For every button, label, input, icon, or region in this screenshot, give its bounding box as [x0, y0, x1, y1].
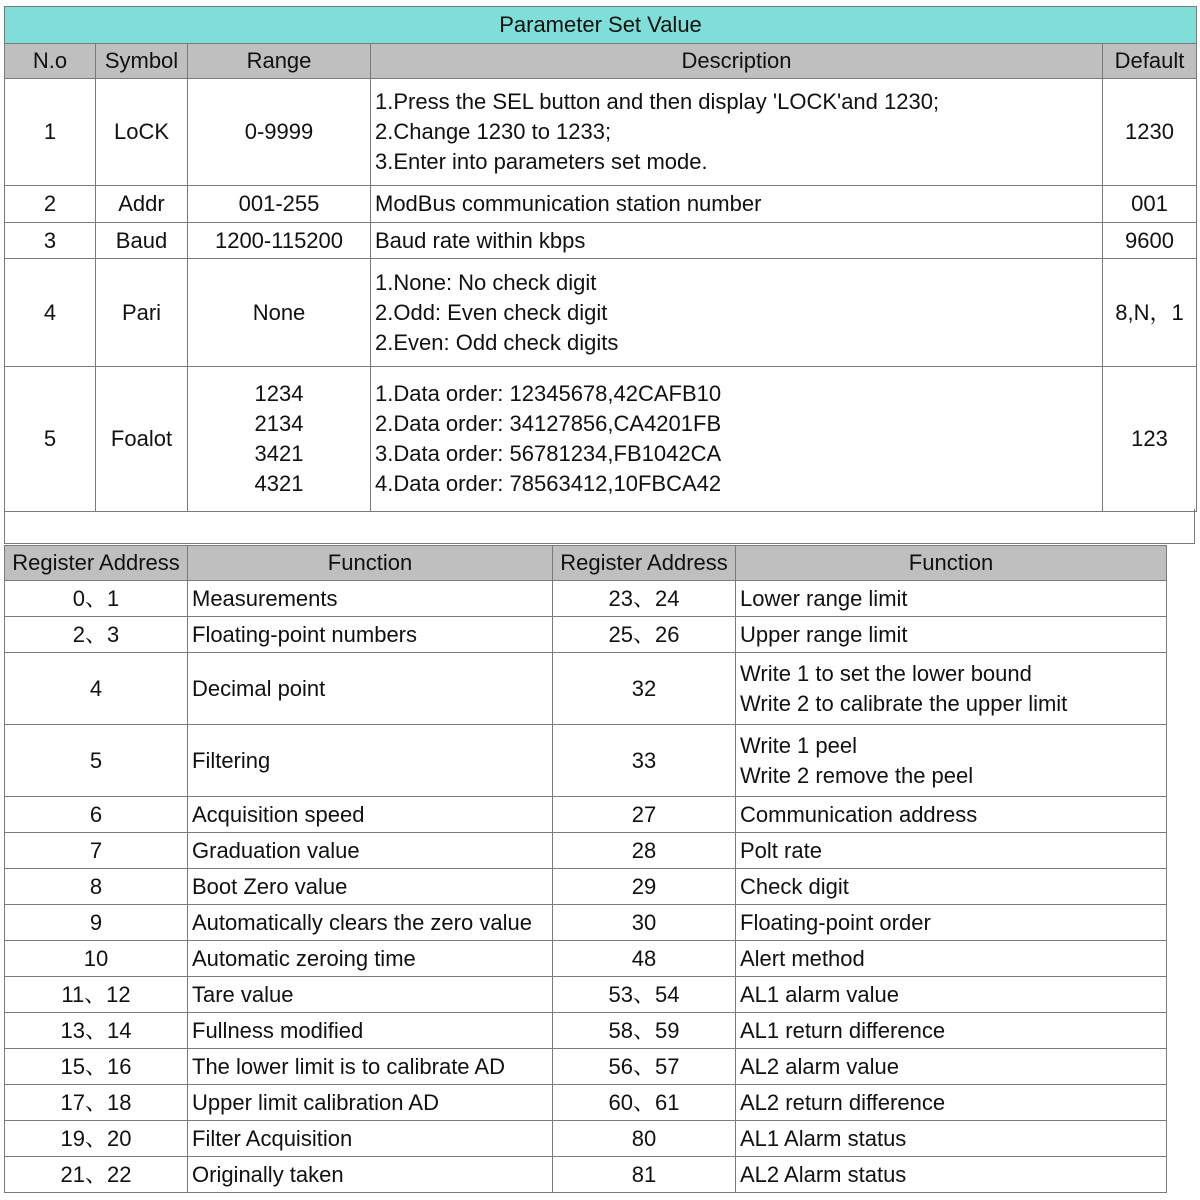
register-address-right: 27 [553, 797, 736, 833]
register-address-right: 60、61 [553, 1085, 736, 1121]
register-function-left [188, 617, 553, 653]
param-description [371, 186, 1103, 223]
register-function-right-line: Write 1 peel [740, 732, 857, 758]
register-function-left [188, 905, 553, 941]
param-default: 001 [1103, 186, 1197, 223]
param-range-line: 4321 [254, 471, 304, 496]
register-row [5, 581, 1167, 617]
param-no: 4 [5, 259, 96, 367]
param-description-line: 3.Data order: 56781234,FB1042CA [375, 441, 722, 466]
register-function-left [188, 725, 553, 797]
register-row [5, 833, 1167, 869]
register-function-left-line: Decimal point [192, 675, 326, 701]
register-function-right-line: Write 2 remove the peel [740, 762, 974, 788]
register-address-right: 25、26 [553, 617, 736, 653]
register-address-left: 8 [5, 869, 188, 905]
header-range: Range [188, 44, 371, 79]
register-function-right [736, 797, 1167, 833]
register-row [5, 1157, 1167, 1193]
register-function-left-line: Boot Zero value [192, 873, 348, 899]
register-function-left [188, 653, 553, 725]
register-row [5, 653, 1167, 725]
param-range-line: 3421 [254, 441, 304, 466]
register-function-right-line: AL2 Alarm status [740, 1161, 907, 1187]
register-function-left [188, 1085, 553, 1121]
register-table [4, 545, 1167, 1193]
header-symbol: Symbol [96, 44, 188, 79]
header-function-left: Function [188, 546, 553, 581]
register-function-left [188, 1157, 553, 1193]
param-description-line: Baud rate within kbps [375, 227, 586, 253]
register-function-right [736, 653, 1167, 725]
register-row [5, 1121, 1167, 1157]
register-function-right [736, 725, 1167, 797]
param-symbol: LoCK [96, 79, 188, 186]
register-address-left: 7 [5, 833, 188, 869]
param-range [188, 259, 371, 367]
parameter-table [4, 6, 1197, 512]
param-description-line: 2.Change 1230 to 1233; [375, 119, 612, 144]
param-description-line: 2.Odd: Even check digit [375, 299, 608, 325]
register-function-right [736, 1157, 1167, 1193]
register-function-right-line: Alert method [740, 945, 865, 971]
parameter-row [5, 79, 1197, 186]
register-address-left: 9 [5, 905, 188, 941]
register-row [5, 725, 1167, 797]
param-default: 123 [1103, 367, 1197, 512]
register-row [5, 1085, 1167, 1121]
register-function-right-line: Write 1 to set the lower bound [740, 660, 1032, 686]
register-function-right [736, 977, 1167, 1013]
header-default: Default [1103, 44, 1197, 79]
register-address-right: 48 [553, 941, 736, 977]
param-no: 1 [5, 79, 96, 186]
register-function-left-line: Tare value [192, 981, 294, 1007]
header-function-right: Function [736, 546, 1167, 581]
register-function-right-line: AL1 Alarm status [740, 1125, 907, 1151]
parameter-row [5, 259, 1197, 367]
register-function-right [736, 617, 1167, 653]
param-default: 9600 [1103, 223, 1197, 259]
param-range [188, 223, 371, 259]
register-address-left: 13、14 [5, 1013, 188, 1049]
register-function-left [188, 869, 553, 905]
param-symbol: Addr [96, 186, 188, 223]
register-function-left-line: Upper limit calibration AD [192, 1089, 439, 1115]
register-function-left [188, 1121, 553, 1157]
param-range-line: 1200-115200 [214, 227, 344, 253]
param-description-line: 4.Data order: 78563412,10FBCA42 [375, 471, 722, 496]
register-function-right-line: Polt rate [740, 837, 822, 863]
register-function-left [188, 941, 553, 977]
param-no: 3 [5, 223, 96, 259]
param-range-line: 0-9999 [244, 119, 314, 144]
register-function-right [736, 905, 1167, 941]
register-address-right: 29 [553, 869, 736, 905]
register-row [5, 1013, 1167, 1049]
param-description-line: 1.Press the SEL button and then display 'LOCK'and 1230; [375, 89, 940, 114]
register-function-right-line: Floating-point order [740, 909, 931, 935]
register-address-left: 10 [5, 941, 188, 977]
param-range-line: None [252, 299, 306, 325]
parameter-row [5, 223, 1197, 259]
param-description [371, 223, 1103, 259]
register-address-left: 17、18 [5, 1085, 188, 1121]
register-function-left-line: Measurements [192, 585, 338, 611]
register-address-left: 4 [5, 653, 188, 725]
param-description-line: 1.None: No check digit [375, 269, 597, 295]
register-address-left: 0、1 [5, 581, 188, 617]
parameter-row [5, 367, 1197, 512]
register-address-right: 58、59 [553, 1013, 736, 1049]
register-function-right [736, 1013, 1167, 1049]
parameter-table-title: Parameter Set Value [5, 7, 1197, 44]
param-symbol: Pari [96, 259, 188, 367]
register-address-left: 19、20 [5, 1121, 188, 1157]
register-address-right: 23、24 [553, 581, 736, 617]
register-row [5, 869, 1167, 905]
register-function-left [188, 1049, 553, 1085]
register-function-left-line: Automatic zeroing time [192, 945, 416, 971]
register-row [5, 617, 1167, 653]
param-range [188, 186, 371, 223]
param-description-line: 2.Data order: 34127856,CA4201FB [375, 411, 722, 436]
param-description-line: 3.Enter into parameters set mode. [375, 149, 708, 174]
param-symbol: Baud [96, 223, 188, 259]
register-function-left-line: Automatically clears the zero value [192, 909, 532, 935]
register-function-right-line: AL2 return difference [740, 1089, 946, 1115]
header-no: N.o [5, 44, 96, 79]
param-default: 8,N，1 [1103, 259, 1197, 367]
register-address-right: 33 [553, 725, 736, 797]
register-function-left [188, 1013, 553, 1049]
header-register-address-right: Register Address [553, 546, 736, 581]
register-address-right: 81 [553, 1157, 736, 1193]
param-description-line: 1.Data order: 12345678,42CAFB10 [375, 381, 722, 406]
register-function-right [736, 833, 1167, 869]
param-range-line: 1234 [254, 381, 304, 406]
register-function-right-line: AL1 return difference [740, 1017, 946, 1043]
header-register-address-left: Register Address [5, 546, 188, 581]
register-row [5, 905, 1167, 941]
param-range [188, 367, 371, 512]
register-function-left [188, 581, 553, 617]
register-function-left-line: Floating-point numbers [192, 621, 418, 647]
parameter-row [5, 186, 1197, 223]
register-address-left: 15、16 [5, 1049, 188, 1085]
register-function-left-line: Filtering [192, 747, 271, 773]
param-description [371, 259, 1103, 367]
register-address-right: 53、54 [553, 977, 736, 1013]
header-description: Description [371, 44, 1103, 79]
register-address-right: 32 [553, 653, 736, 725]
param-description-line: ModBus communication station number [375, 191, 762, 216]
register-row [5, 941, 1167, 977]
register-function-right-line: Communication address [740, 801, 978, 827]
register-function-right [736, 869, 1167, 905]
param-range-line: 2134 [254, 411, 304, 436]
register-row [5, 977, 1167, 1013]
register-address-right: 28 [553, 833, 736, 869]
register-function-left-line: Originally taken [192, 1161, 344, 1187]
register-row [5, 1049, 1167, 1085]
register-function-right-line: AL2 alarm value [740, 1053, 899, 1079]
register-address-right: 80 [553, 1121, 736, 1157]
register-function-right [736, 1121, 1167, 1157]
register-function-left [188, 833, 553, 869]
register-address-left: 5 [5, 725, 188, 797]
register-function-left-line: Acquisition speed [192, 801, 365, 827]
register-function-left [188, 797, 553, 833]
param-range [188, 79, 371, 186]
table-separator-row [4, 509, 1195, 544]
register-function-left-line: Graduation value [192, 837, 360, 863]
register-function-right [736, 941, 1167, 977]
register-function-right [736, 581, 1167, 617]
register-function-right-line: Lower range limit [740, 585, 908, 611]
param-symbol: Foalot [96, 367, 188, 512]
param-no: 5 [5, 367, 96, 512]
register-function-left-line: The lower limit is to calibrate AD [192, 1053, 505, 1079]
param-range-line: 001-255 [238, 191, 320, 216]
register-address-left: 11、12 [5, 977, 188, 1013]
param-default: 1230 [1103, 79, 1197, 186]
param-description [371, 367, 1103, 512]
param-description-line: 2.Even: Odd check digits [375, 329, 619, 355]
register-function-left-line: Filter Acquisition [192, 1125, 353, 1151]
param-no: 2 [5, 186, 96, 223]
register-address-left: 21、22 [5, 1157, 188, 1193]
register-address-right: 56、57 [553, 1049, 736, 1085]
param-description [371, 79, 1103, 186]
register-function-right-line: AL1 alarm value [740, 981, 899, 1007]
register-function-right-line: Write 2 to calibrate the upper limit [740, 690, 1068, 716]
register-address-left: 2、3 [5, 617, 188, 653]
register-function-right-line: Upper range limit [740, 621, 908, 647]
register-function-left [188, 977, 553, 1013]
register-address-left: 6 [5, 797, 188, 833]
register-address-right: 30 [553, 905, 736, 941]
register-row [5, 797, 1167, 833]
register-function-right [736, 1049, 1167, 1085]
register-function-left-line: Fullness modified [192, 1017, 364, 1043]
register-function-right [736, 1085, 1167, 1121]
register-function-right-line: Check digit [740, 873, 849, 899]
